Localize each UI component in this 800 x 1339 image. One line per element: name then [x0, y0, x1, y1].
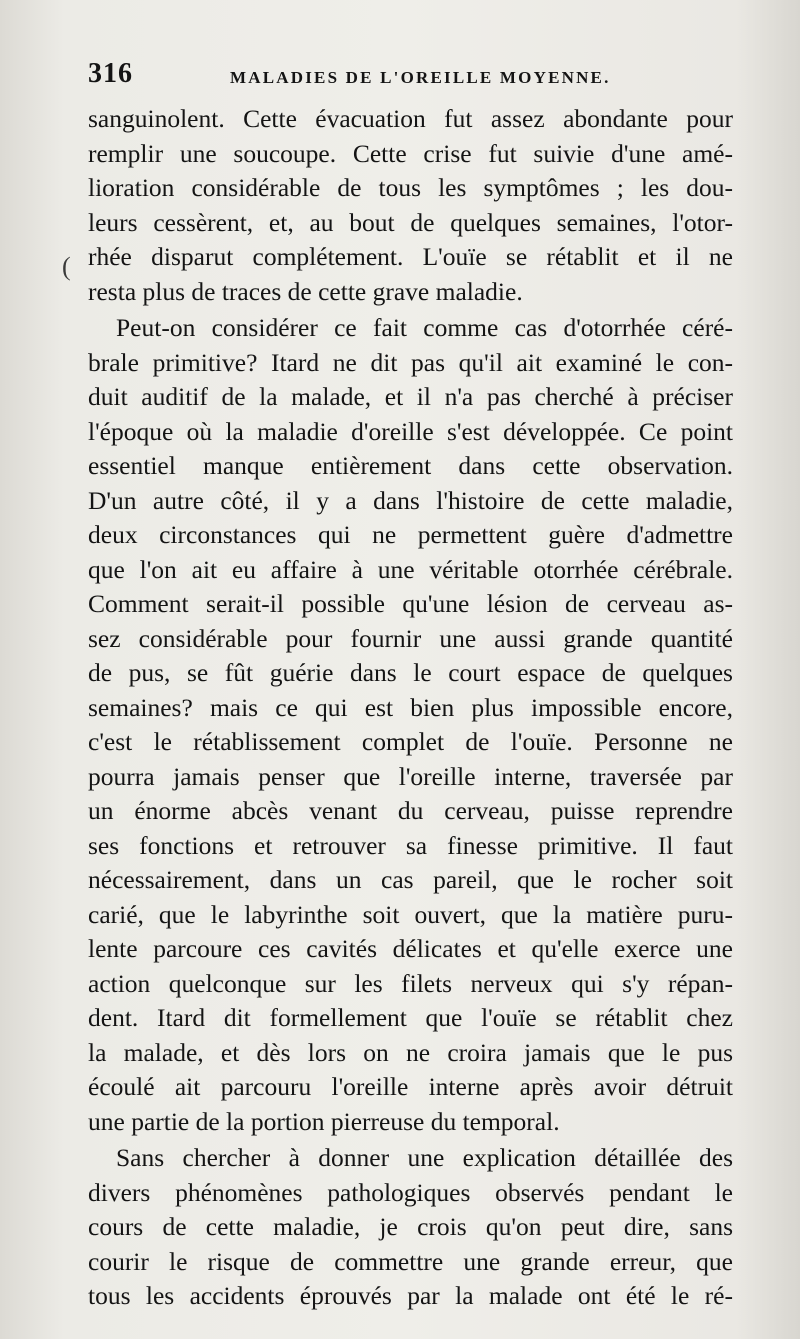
- paragraph-1: [88, 102, 733, 309]
- text-line: c'est le rétablissement complet de l'ouïe. Personne ne: [88, 727, 733, 756]
- text-line: de pus, se fût guérie dans le court espace de quelques: [88, 658, 733, 687]
- text-line: tous les accidents éprouvés par la malade ont été le ré-: [88, 1281, 733, 1310]
- text-line: pourra jamais penser que l'oreille interne, traversée par: [88, 761, 733, 791]
- text-line: rhée disparut complétement. L'ouïe se rétablit et il ne: [88, 242, 733, 271]
- text-line: cours de cette maladie, je crois qu'on peut dire, sans: [88, 1212, 733, 1241]
- text-line: remplir une soucoupe. Cette crise fut suivie d'une amé-: [88, 138, 733, 168]
- text-line: Comment serait-il possible qu'une lésion de cerveau as-: [88, 589, 733, 618]
- text-line: leurs cessèrent, et, au bout de quelques semaines, l'otor-: [88, 207, 733, 237]
- text-line: deux circonstances qui ne permettent guère d'admettre: [88, 520, 733, 549]
- text-line: que l'on ait eu affaire à une véritable otorrhée cérébrale.: [88, 554, 733, 584]
- text-line: un énorme abcès venant du cerveau, puisse reprendre: [88, 796, 733, 825]
- text-line: lioration considérable de tous les symptômes ; les dou-: [88, 173, 733, 202]
- page-number: 316: [88, 58, 133, 89]
- text-line: l'époque où la maladie d'oreille s'est développée. Ce point: [88, 416, 733, 446]
- text-line: dent. Itard dit formellement que l'ouïe se rétablit chez: [88, 1003, 733, 1032]
- page-header: [88, 58, 728, 98]
- text-line: resta plus de traces de cette grave maladie.: [88, 276, 523, 306]
- running-title: MALADIES DE L'OREILLE MOYENNE.: [230, 68, 611, 87]
- text-line: Sans chercher à donner une explication détaillée des: [116, 1143, 733, 1172]
- text-line: Peut-on considérer ce fait comme cas d'otorrhée céré-: [116, 313, 733, 342]
- paragraph-3: [88, 1141, 733, 1314]
- text-line: essentiel manque entièrement dans cette observation.: [88, 451, 733, 480]
- text-line: divers phénomènes pathologiques observés pendant le: [88, 1177, 733, 1207]
- margin-pencil-mark: (: [62, 252, 71, 281]
- text-line: une partie de la portion pierreuse du temporal.: [88, 1106, 560, 1136]
- text-line: sanguinolent. Cette évacuation fut assez abondante pour: [88, 104, 733, 133]
- text-line: nécessairement, dans un cas pareil, que le rocher soit: [88, 865, 733, 894]
- text-line: la malade, et dès lors on ne croira jamais que le pus: [88, 1037, 733, 1067]
- body-text: [88, 102, 733, 1314]
- paragraph-2: [88, 311, 733, 1139]
- text-line: écoulé ait parcouru l'oreille interne après avoir détruit: [88, 1072, 733, 1101]
- text-line: action quelconque sur les filets nerveux qui s'y répan-: [88, 968, 733, 998]
- text-line: brale primitive? Itard ne dit pas qu'il ait examiné le con-: [88, 347, 733, 377]
- text-line: duit auditif de la malade, et il n'a pas cherché à préciser: [88, 382, 733, 411]
- text-line: lente parcoure ces cavités délicates et qu'elle exerce une: [88, 934, 733, 963]
- text-line: carié, que le labyrinthe soit ouvert, que la matière puru-: [88, 899, 733, 929]
- text-line: D'un autre côté, il y a dans l'histoire de cette maladie,: [88, 485, 733, 515]
- text-line: sez considérable pour fournir une aussi grande quantité: [88, 623, 733, 653]
- text-line: ses fonctions et retrouver sa finesse primitive. Il faut: [88, 830, 733, 860]
- text-line: courir le risque de commettre une grande erreur, que: [88, 1246, 733, 1276]
- text-line: semaines? mais ce qui est bien plus impossible encore,: [88, 692, 733, 722]
